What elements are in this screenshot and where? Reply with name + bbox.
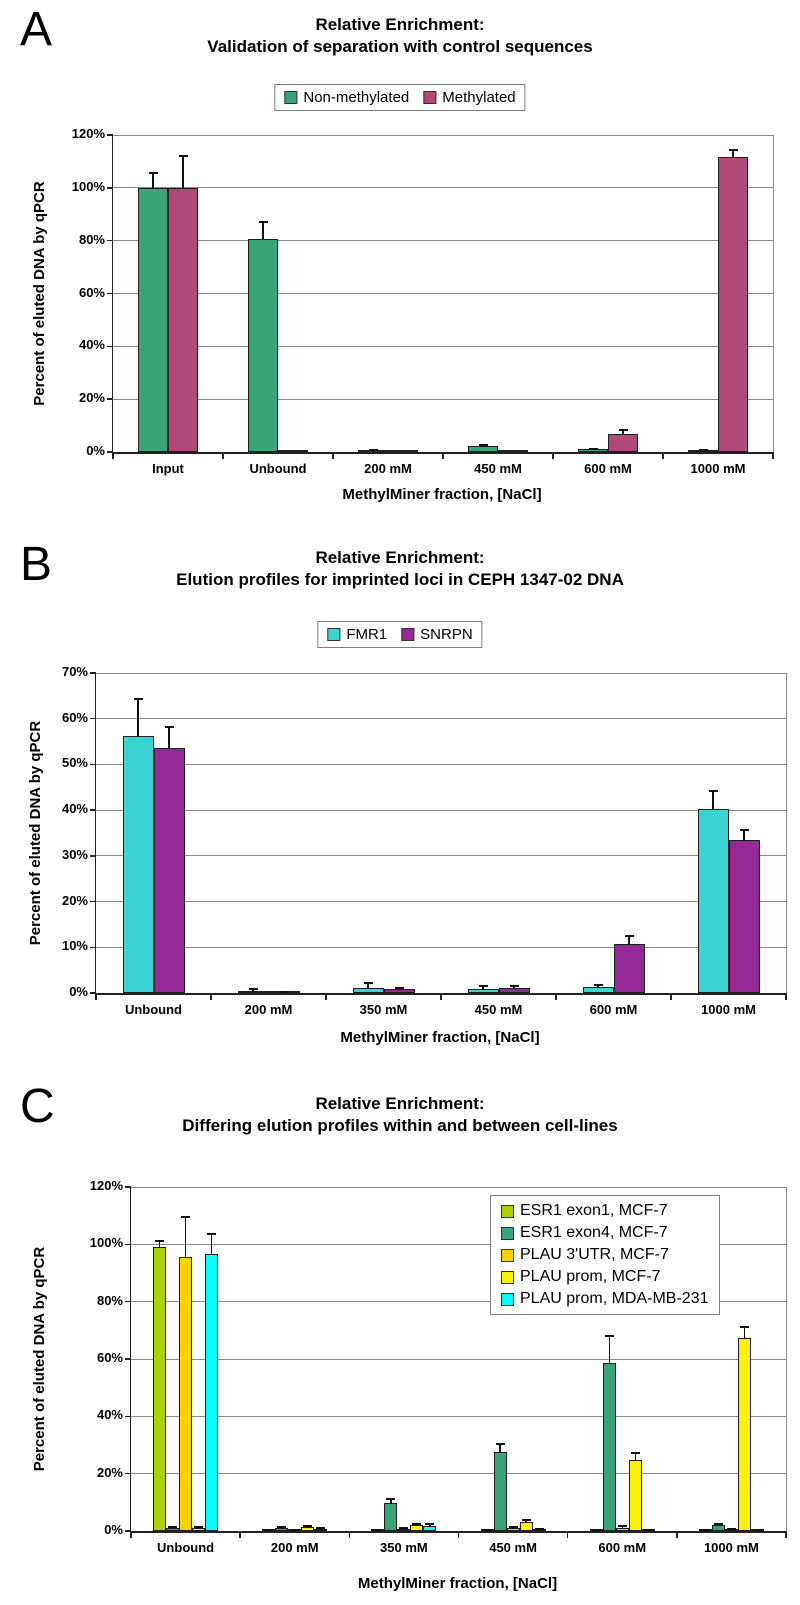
whisker	[732, 150, 734, 159]
legend-label: PLAU 3'UTR, MCF-7	[520, 1246, 669, 1263]
ytick: 80%	[78, 231, 105, 247]
xtick: 1000 mM	[701, 1002, 756, 1017]
panel-label-b: B	[20, 538, 53, 591]
ytickmark	[125, 1473, 131, 1475]
cap	[619, 429, 628, 431]
whisker	[182, 156, 184, 189]
whisker	[185, 1217, 187, 1258]
chart-b-y-axis-title: Percent of eluted DNA by qPCR	[27, 720, 44, 946]
xtick: 1000 mM	[690, 461, 746, 476]
cap	[194, 1526, 203, 1528]
chart-a-plot-area	[71, 126, 774, 476]
xtick: 600 mM	[584, 461, 632, 476]
gridline	[96, 947, 786, 948]
chart-c-x-axis-title: MethylMiner fraction, [NaCl]	[357, 1575, 558, 1592]
ytick: 20%	[61, 892, 88, 908]
whisker	[712, 791, 714, 810]
bar-plau-prom-mda-mb-231-Unbound	[205, 1254, 218, 1531]
chart-a-legend	[274, 84, 525, 111]
ytickmark	[125, 1416, 131, 1418]
cap	[605, 1335, 614, 1337]
cap	[264, 1529, 273, 1531]
xtickmark	[440, 993, 442, 1000]
whisker	[262, 222, 264, 240]
ytickmark	[107, 187, 113, 189]
legend-item	[501, 1290, 709, 1308]
cap	[709, 790, 718, 792]
xtick: Unbound	[124, 1002, 183, 1017]
ytick: 60%	[61, 709, 88, 725]
legend-label: SNRPN	[420, 626, 473, 643]
xtickmark	[567, 1531, 569, 1538]
gridline	[113, 240, 773, 241]
ytickmark	[107, 398, 113, 400]
bar-non-methylated-Input	[138, 188, 168, 452]
xtick: 450 mM	[474, 461, 522, 476]
xtickmark	[676, 1531, 678, 1538]
cap	[155, 1240, 164, 1242]
xtickmark	[222, 452, 224, 459]
xtickmark	[785, 1531, 787, 1538]
xtickmark	[239, 1531, 241, 1538]
xtick: 1000 mM	[703, 1540, 759, 1555]
legend-label: Methylated	[442, 89, 516, 106]
chart-c-title-line1: Relative Enrichment:	[315, 1094, 485, 1113]
xtick: 450 mM	[489, 1540, 537, 1555]
chart-c-y-axis-title: Percent of eluted DNA by qPCR	[31, 1246, 48, 1472]
cap	[618, 1525, 627, 1527]
gridline	[96, 810, 786, 811]
whisker	[628, 936, 630, 945]
chart-b-plot-area	[61, 664, 787, 1017]
ytick: 100%	[71, 178, 105, 194]
gridline	[131, 1359, 786, 1360]
cap	[386, 1498, 395, 1500]
ytick: 60%	[78, 284, 105, 300]
legend-swatch-icon	[501, 1271, 514, 1284]
xtickmark	[95, 993, 97, 1000]
ytickmark	[90, 855, 96, 857]
ytick: 60%	[96, 1350, 123, 1365]
cap	[412, 1523, 421, 1525]
ytick: 70%	[61, 664, 88, 679]
gridline	[96, 718, 786, 719]
gridline	[113, 346, 773, 347]
ytick: 0%	[86, 443, 105, 458]
panel-label-a: A	[20, 3, 53, 56]
ytickmark	[107, 293, 113, 295]
xtickmark	[210, 993, 212, 1000]
bar-methylated-600mM	[608, 434, 638, 452]
legend-item	[501, 1202, 709, 1220]
xtick: 200 mM	[270, 1540, 319, 1555]
chart-b-x-axis-title: MethylMiner fraction, [NaCl]	[340, 1029, 540, 1046]
ytickmark	[107, 134, 113, 136]
ytick: 40%	[96, 1407, 123, 1423]
xtick: 200 mM	[364, 461, 412, 476]
whisker	[744, 1327, 746, 1339]
chart-a-x-axis-title: MethylMiner fraction, [NaCl]	[342, 486, 542, 503]
chart-a-title	[0, 14, 800, 58]
legend-item	[284, 89, 409, 106]
ytick: 20%	[96, 1464, 123, 1480]
bar-snrpn-1000mM	[729, 840, 760, 993]
bar-snrpn-600mM	[614, 944, 645, 993]
ytick: 80%	[96, 1292, 123, 1308]
xtickmark	[112, 452, 114, 459]
bar-methylated-200mM	[388, 450, 418, 452]
gridline	[131, 1187, 786, 1188]
cap	[280, 991, 289, 993]
cap	[589, 448, 598, 450]
ytickmark	[107, 346, 113, 348]
xtick: 200 mM	[244, 1002, 293, 1017]
whisker	[211, 1234, 213, 1255]
bar-plau-prom-mcf-7-600mM	[629, 1460, 642, 1531]
xtick: 600 mM	[589, 1002, 638, 1017]
gridline	[113, 293, 773, 294]
ytickmark	[125, 1358, 131, 1360]
bar-non-methylated-Unbound	[248, 239, 278, 452]
legend-swatch-icon	[423, 91, 436, 104]
ytickmark	[90, 672, 96, 674]
bar-fmr1-Unbound	[123, 736, 154, 993]
gridline	[113, 187, 773, 188]
chart-b-title	[0, 547, 800, 591]
chart-a-title-line1: Relative Enrichment:	[315, 15, 485, 34]
cap	[522, 1519, 531, 1521]
gridline	[113, 135, 773, 136]
chart-b-legend	[317, 621, 482, 648]
bar-esr1-exon4-mcf-7-600mM	[603, 1363, 616, 1531]
ytick: 20%	[78, 390, 105, 406]
cap	[592, 1529, 601, 1531]
gridline	[96, 855, 786, 856]
xtickmark	[349, 1531, 351, 1538]
legend-label: ESR1 exon1, MCF-7	[520, 1202, 668, 1219]
cap	[179, 155, 188, 157]
legend-item	[501, 1224, 709, 1242]
panel-label-c: C	[20, 1080, 55, 1133]
legend-swatch-icon	[501, 1205, 514, 1218]
xtickmark	[785, 993, 787, 1000]
cap	[727, 1528, 736, 1530]
legend-swatch-icon	[501, 1227, 514, 1240]
cap	[701, 1529, 710, 1531]
chart-a-title-line2: Validation of separation with control sequences	[207, 37, 593, 56]
ytick: 50%	[61, 755, 88, 771]
chart-b-title-line1: Relative Enrichment:	[315, 548, 485, 567]
legend-swatch-icon	[401, 628, 414, 641]
whisker	[159, 1241, 161, 1248]
gridline	[131, 1416, 786, 1417]
xtick: 350 mM	[359, 1002, 408, 1017]
cap	[496, 1443, 505, 1445]
cap	[509, 1526, 518, 1528]
ytickmark	[90, 764, 96, 766]
cap	[259, 221, 268, 223]
bar-methylated-1000mM	[718, 157, 748, 452]
bar-methylated-Input	[168, 188, 198, 452]
ytick: 10%	[61, 938, 88, 954]
cap	[729, 149, 738, 151]
cap	[168, 1526, 177, 1528]
xtickmark	[552, 452, 554, 459]
cap	[316, 1527, 325, 1529]
cap	[510, 985, 519, 987]
xtick: Unbound	[249, 461, 307, 476]
legend-swatch-icon	[284, 91, 297, 104]
legend-label: PLAU prom, MCF-7	[520, 1268, 661, 1285]
ytickmark	[125, 1244, 131, 1246]
xtickmark	[555, 993, 557, 1000]
cap	[249, 988, 258, 990]
ytickmark	[90, 809, 96, 811]
ytick: 30%	[61, 846, 88, 862]
bar-esr1-exon1-mcf-7-Unbound	[153, 1247, 166, 1531]
cap	[483, 1529, 492, 1531]
xtickmark	[442, 452, 444, 459]
cap	[644, 1529, 653, 1531]
ytick: 40%	[61, 801, 88, 817]
xtickmark	[772, 452, 774, 459]
cap	[181, 1216, 190, 1218]
cap	[594, 984, 603, 986]
xtick: Input	[152, 461, 184, 476]
chart-c-title-line2: Differing elution profiles within and between cell-lines	[182, 1116, 618, 1135]
legend-label: PLAU prom, MDA-MB-231	[520, 1290, 709, 1307]
cap	[277, 1526, 286, 1528]
cap	[395, 987, 404, 989]
gridline	[96, 901, 786, 902]
cap	[740, 1326, 749, 1328]
xtickmark	[458, 1531, 460, 1538]
whisker	[743, 830, 745, 841]
legend-label: ESR1 exon4, MCF-7	[520, 1224, 668, 1241]
ytick: 0%	[69, 984, 88, 999]
cap	[399, 1527, 408, 1529]
whisker	[609, 1336, 611, 1364]
legend-label: Non-methylated	[303, 89, 410, 106]
cap	[165, 726, 174, 728]
legend-item	[501, 1268, 709, 1286]
ytickmark	[125, 1186, 131, 1188]
xtickmark	[670, 993, 672, 1000]
cap	[753, 1529, 762, 1531]
legend-label: FMR1	[346, 626, 388, 643]
cap	[364, 982, 373, 984]
cap	[740, 829, 749, 831]
cap	[631, 1452, 640, 1454]
cap	[369, 449, 378, 451]
cap	[149, 172, 158, 174]
panel-b	[0, 515, 800, 1065]
gridline	[96, 673, 786, 674]
cap	[479, 985, 488, 987]
ytickmark	[107, 240, 113, 242]
ytick: 120%	[89, 1178, 123, 1193]
cap	[207, 1233, 216, 1235]
bar-fmr1-1000mM	[698, 809, 729, 993]
bar-plau-prom-mcf-7-450mM	[520, 1522, 533, 1531]
xtick: 350 mM	[380, 1540, 428, 1555]
xtickmark	[332, 452, 334, 459]
legend-swatch-icon	[327, 628, 340, 641]
chart-b-title-line2: Elution profiles for imprinted loci in CEPH 1347-02 DNA	[176, 570, 624, 589]
ytick: 120%	[71, 126, 105, 141]
bar-plau-prom-mcf-7-1000mM	[738, 1338, 751, 1531]
panel-c	[0, 1065, 800, 1605]
xtick: 450 mM	[474, 1002, 523, 1017]
legend-item	[401, 626, 473, 643]
xtickmark	[662, 452, 664, 459]
whisker	[168, 727, 170, 750]
legend-item	[327, 626, 387, 643]
ytickmark	[90, 718, 96, 720]
cap	[699, 449, 708, 451]
bar-plau-3-utr-mcf-7-Unbound	[179, 1257, 192, 1531]
cap	[479, 444, 488, 446]
xtickmark	[130, 1531, 132, 1538]
cap	[625, 935, 634, 937]
cap	[425, 1523, 434, 1525]
cap	[373, 1529, 382, 1531]
legend-swatch-icon	[501, 1293, 514, 1306]
bar-esr1-exon4-mcf-7-450mM	[494, 1452, 507, 1531]
xtick: Unbound	[157, 1540, 215, 1555]
gridline	[96, 764, 786, 765]
chart-c-title	[0, 1093, 800, 1137]
cap	[535, 1528, 544, 1530]
bar-methylated-Unbound	[278, 450, 308, 452]
bar-snrpn-Unbound	[154, 748, 185, 993]
whisker	[499, 1444, 501, 1453]
bar-methylated-450mM	[498, 450, 528, 452]
whisker	[137, 699, 139, 737]
legend-swatch-icon	[501, 1249, 514, 1262]
legend-item	[501, 1246, 709, 1264]
xtick: 600 mM	[598, 1540, 647, 1555]
whisker	[152, 173, 154, 189]
gridline	[131, 1473, 786, 1474]
legend-item	[423, 89, 515, 106]
bar-esr1-exon4-mcf-7-350mM	[384, 1503, 397, 1531]
ytickmark	[125, 1301, 131, 1303]
ytickmark	[90, 947, 96, 949]
ytickmark	[90, 901, 96, 903]
cap	[134, 698, 143, 700]
chart-c-legend	[490, 1195, 720, 1315]
xtickmark	[325, 993, 327, 1000]
ytick: 100%	[89, 1235, 123, 1251]
ytick: 0%	[104, 1522, 123, 1537]
cap	[303, 1525, 312, 1527]
gridline	[113, 399, 773, 400]
cap	[290, 1529, 299, 1531]
chart-a-y-axis-title: Percent of eluted DNA by qPCR	[31, 181, 48, 406]
cap	[714, 1523, 723, 1525]
ytick: 40%	[78, 337, 105, 353]
whisker	[635, 1453, 637, 1461]
panel-a	[0, 0, 800, 515]
